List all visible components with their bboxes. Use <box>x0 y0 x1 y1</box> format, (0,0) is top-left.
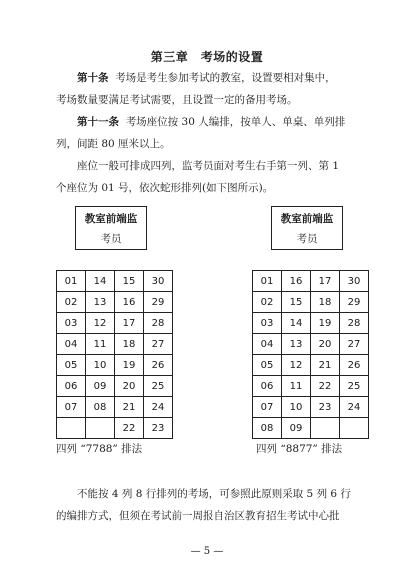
seat-row <box>57 376 173 397</box>
seating-note-paragraph <box>56 155 368 199</box>
proctor-desk-left <box>75 206 147 250</box>
seat-cell: 01 <box>57 271 86 292</box>
seat-cell: 24 <box>340 397 369 418</box>
seat-cell: 09 <box>282 418 311 439</box>
seat-cell: 07 <box>57 397 86 418</box>
seat-row <box>57 292 173 313</box>
seat-cell: 19 <box>311 313 340 334</box>
seat-cell: 21 <box>311 355 340 376</box>
seat-cell: 24 <box>144 397 173 418</box>
seating-grid-7788 <box>56 270 173 439</box>
seat-cell <box>86 418 115 439</box>
proctor-desk-right-line-2: 考员 <box>296 233 318 245</box>
seat-row <box>253 355 369 376</box>
seat-cell: 19 <box>115 355 144 376</box>
seat-cell: 05 <box>253 355 282 376</box>
seat-cell: 10 <box>86 355 115 376</box>
seat-cell: 08 <box>253 418 282 439</box>
seat-cell: 16 <box>282 271 311 292</box>
closing-paragraph <box>56 483 368 527</box>
seating-grid-8877 <box>252 270 369 439</box>
seat-row <box>253 376 369 397</box>
article-11-label: 第十一条 <box>77 116 119 128</box>
seat-cell: 11 <box>86 334 115 355</box>
seat-row <box>253 418 369 439</box>
seat-cell: 30 <box>144 271 173 292</box>
seat-cell: 15 <box>115 271 144 292</box>
proctor-desk-right <box>271 206 343 250</box>
seat-cell: 27 <box>144 334 173 355</box>
seat-cell: 01 <box>253 271 282 292</box>
seat-cell: 03 <box>57 313 86 334</box>
seat-cell: 09 <box>86 376 115 397</box>
proctor-desk-left-line-1: 教室前端监 <box>84 213 138 225</box>
seat-cell: 12 <box>86 313 115 334</box>
seat-row <box>253 334 369 355</box>
seat-cell <box>311 418 340 439</box>
seat-row <box>57 313 173 334</box>
seat-cell: 18 <box>115 334 144 355</box>
seat-cell: 17 <box>311 271 340 292</box>
seat-cell: 10 <box>282 397 311 418</box>
seat-cell: 18 <box>311 292 340 313</box>
article-10-paragraph <box>56 67 368 111</box>
caption-8877: 四列 “8877” 排法 <box>256 443 343 455</box>
seat-row <box>57 334 173 355</box>
seat-cell: 08 <box>86 397 115 418</box>
seat-cell: 13 <box>86 292 115 313</box>
seat-cell: 16 <box>115 292 144 313</box>
seat-cell: 04 <box>253 334 282 355</box>
seat-cell: 27 <box>340 334 369 355</box>
seat-cell: 12 <box>282 355 311 376</box>
seat-cell: 06 <box>253 376 282 397</box>
seat-row <box>57 271 173 292</box>
seating-note-line-1: 座位一般可排成四列，监考员面对考生右手第一列、第 1 <box>77 160 340 172</box>
seat-cell: 29 <box>340 292 369 313</box>
seat-cell: 30 <box>340 271 369 292</box>
caption-7788: 四列 “7788” 排法 <box>56 443 143 455</box>
closing-line-2: 的编排方式，但须在考试前一周报自治区教育招生考试中心批 <box>56 510 340 522</box>
seat-cell: 23 <box>144 418 173 439</box>
seat-cell: 06 <box>57 376 86 397</box>
article-11-line-2: 列，间距 80 厘米以上。 <box>56 138 171 150</box>
seat-row <box>57 397 173 418</box>
seat-cell: 21 <box>115 397 144 418</box>
seat-cell: 25 <box>340 376 369 397</box>
seat-cell: 03 <box>253 313 282 334</box>
chapter-title: 第三章 考场的设置 <box>150 50 264 64</box>
article-11-line-1: 考场座位按 30 人编排，按单人、单桌、单列排 <box>125 116 346 128</box>
article-10-line-2: 考场数量要满足考试需要，且设置一定的备用考场。 <box>56 94 298 106</box>
seat-cell: 13 <box>282 334 311 355</box>
seat-cell: 05 <box>57 355 86 376</box>
seat-cell <box>340 418 369 439</box>
seat-cell: 22 <box>115 418 144 439</box>
proctor-desk-left-line-2: 考员 <box>100 233 122 245</box>
seat-cell: 02 <box>253 292 282 313</box>
seat-row <box>57 355 173 376</box>
seat-cell: 20 <box>311 334 340 355</box>
seat-cell: 23 <box>311 397 340 418</box>
proctor-desk-right-line-1: 教室前端监 <box>280 213 334 225</box>
seat-cell: 29 <box>144 292 173 313</box>
seat-row <box>253 397 369 418</box>
article-11-paragraph <box>56 111 368 155</box>
seat-cell: 20 <box>115 376 144 397</box>
seating-note-line-2: 个座位为 01 号，依次蛇形排列(如下图所示)。 <box>56 182 274 194</box>
closing-line-1: 不能按 4 列 8 行排列的考场，可参照此原则采取 5 列 6 行 <box>77 488 351 500</box>
article-10-label: 第十条 <box>77 72 109 84</box>
seat-row <box>253 271 369 292</box>
seat-row <box>253 313 369 334</box>
seat-cell: 17 <box>115 313 144 334</box>
seat-cell: 26 <box>340 355 369 376</box>
seat-cell <box>57 418 86 439</box>
seat-cell: 02 <box>57 292 86 313</box>
seat-cell: 07 <box>253 397 282 418</box>
seat-cell: 22 <box>311 376 340 397</box>
article-10-line-1: 考场是考生参加考试的教室，设置要相对集中， <box>115 72 336 84</box>
seat-cell: 25 <box>144 376 173 397</box>
page-number: — 5 — <box>190 546 224 557</box>
seat-cell: 04 <box>57 334 86 355</box>
seat-cell: 11 <box>282 376 311 397</box>
seat-row <box>57 418 173 439</box>
seat-cell: 14 <box>282 313 311 334</box>
seat-cell: 14 <box>86 271 115 292</box>
seat-cell: 28 <box>340 313 369 334</box>
seat-cell: 15 <box>282 292 311 313</box>
seat-cell: 28 <box>144 313 173 334</box>
seat-cell: 26 <box>144 355 173 376</box>
seat-row <box>253 292 369 313</box>
